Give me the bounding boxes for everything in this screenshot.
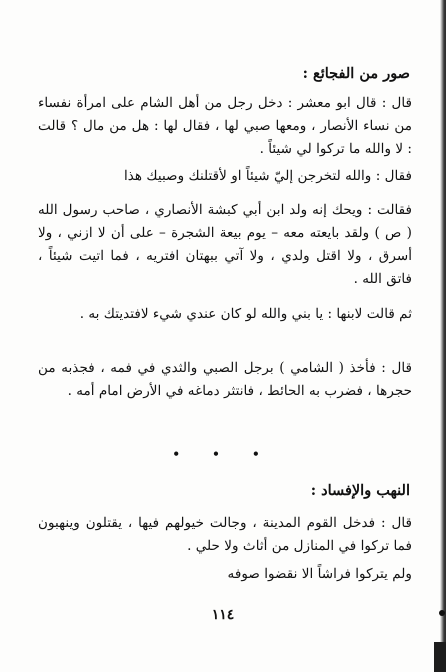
- paragraph-7: ولم يتركوا فراشاً الا نقضوا صوفه: [227, 566, 412, 582]
- section-separator: • • •: [172, 447, 274, 461]
- page-number: ١١٤: [211, 607, 235, 623]
- page-binding-edge: [440, 0, 446, 672]
- paragraph-2: فقال : والله لتخرجن إليّ شيئاً او لأقتلنك وصبيك هذا: [124, 168, 412, 184]
- scan-mark: [439, 610, 445, 616]
- section-heading-tragedies: صور من الفجائع :: [302, 65, 410, 82]
- paragraph-3: فقالت : ويحك إنه ولد ابن أبي كبشة الأنصاري ، صاحب رسول الله ( ص ) ولقد بايعته معه – يوم بيعة الشجرة – على أن لا ازني ، ولا أسرق ، ولا اقتل ولدي ، ولا آتي ببهتان افتريه ، فما اتيت شيئاً ، فاتق الله .: [38, 202, 412, 287]
- paragraph-1: قال : قال ابو معشر : دخل رجل من أهل الشام على امرأة نفساء من نساء الأنصار ، ومعها صبي لها ، فقال لها : هل من مال ؟ قالت : لا والله ما تركوا لي شيئاً .: [38, 95, 412, 157]
- paragraph-4: ثم قالت لابنها : يا بني والله لو كان عندي شيء لافتديتك به .: [79, 306, 412, 322]
- page-corner-shadow: [434, 642, 446, 672]
- paragraph-6: قال : فدخل القوم المدينة ، وجالت خيولهم فيها ، يقتلون وينهبون فما تركوا في المنازل من أثاث ولا حلي .: [38, 515, 412, 554]
- paragraph-5: قال : فأخذ ( الشامي ) برجل الصبي والثدي في فمه ، فجذبه من حجرها ، فضرب به الحائط ، فانتثر دماغه في الأرض امام أمه .: [38, 360, 412, 399]
- section-heading-looting: النهب والإفساد :: [310, 482, 410, 499]
